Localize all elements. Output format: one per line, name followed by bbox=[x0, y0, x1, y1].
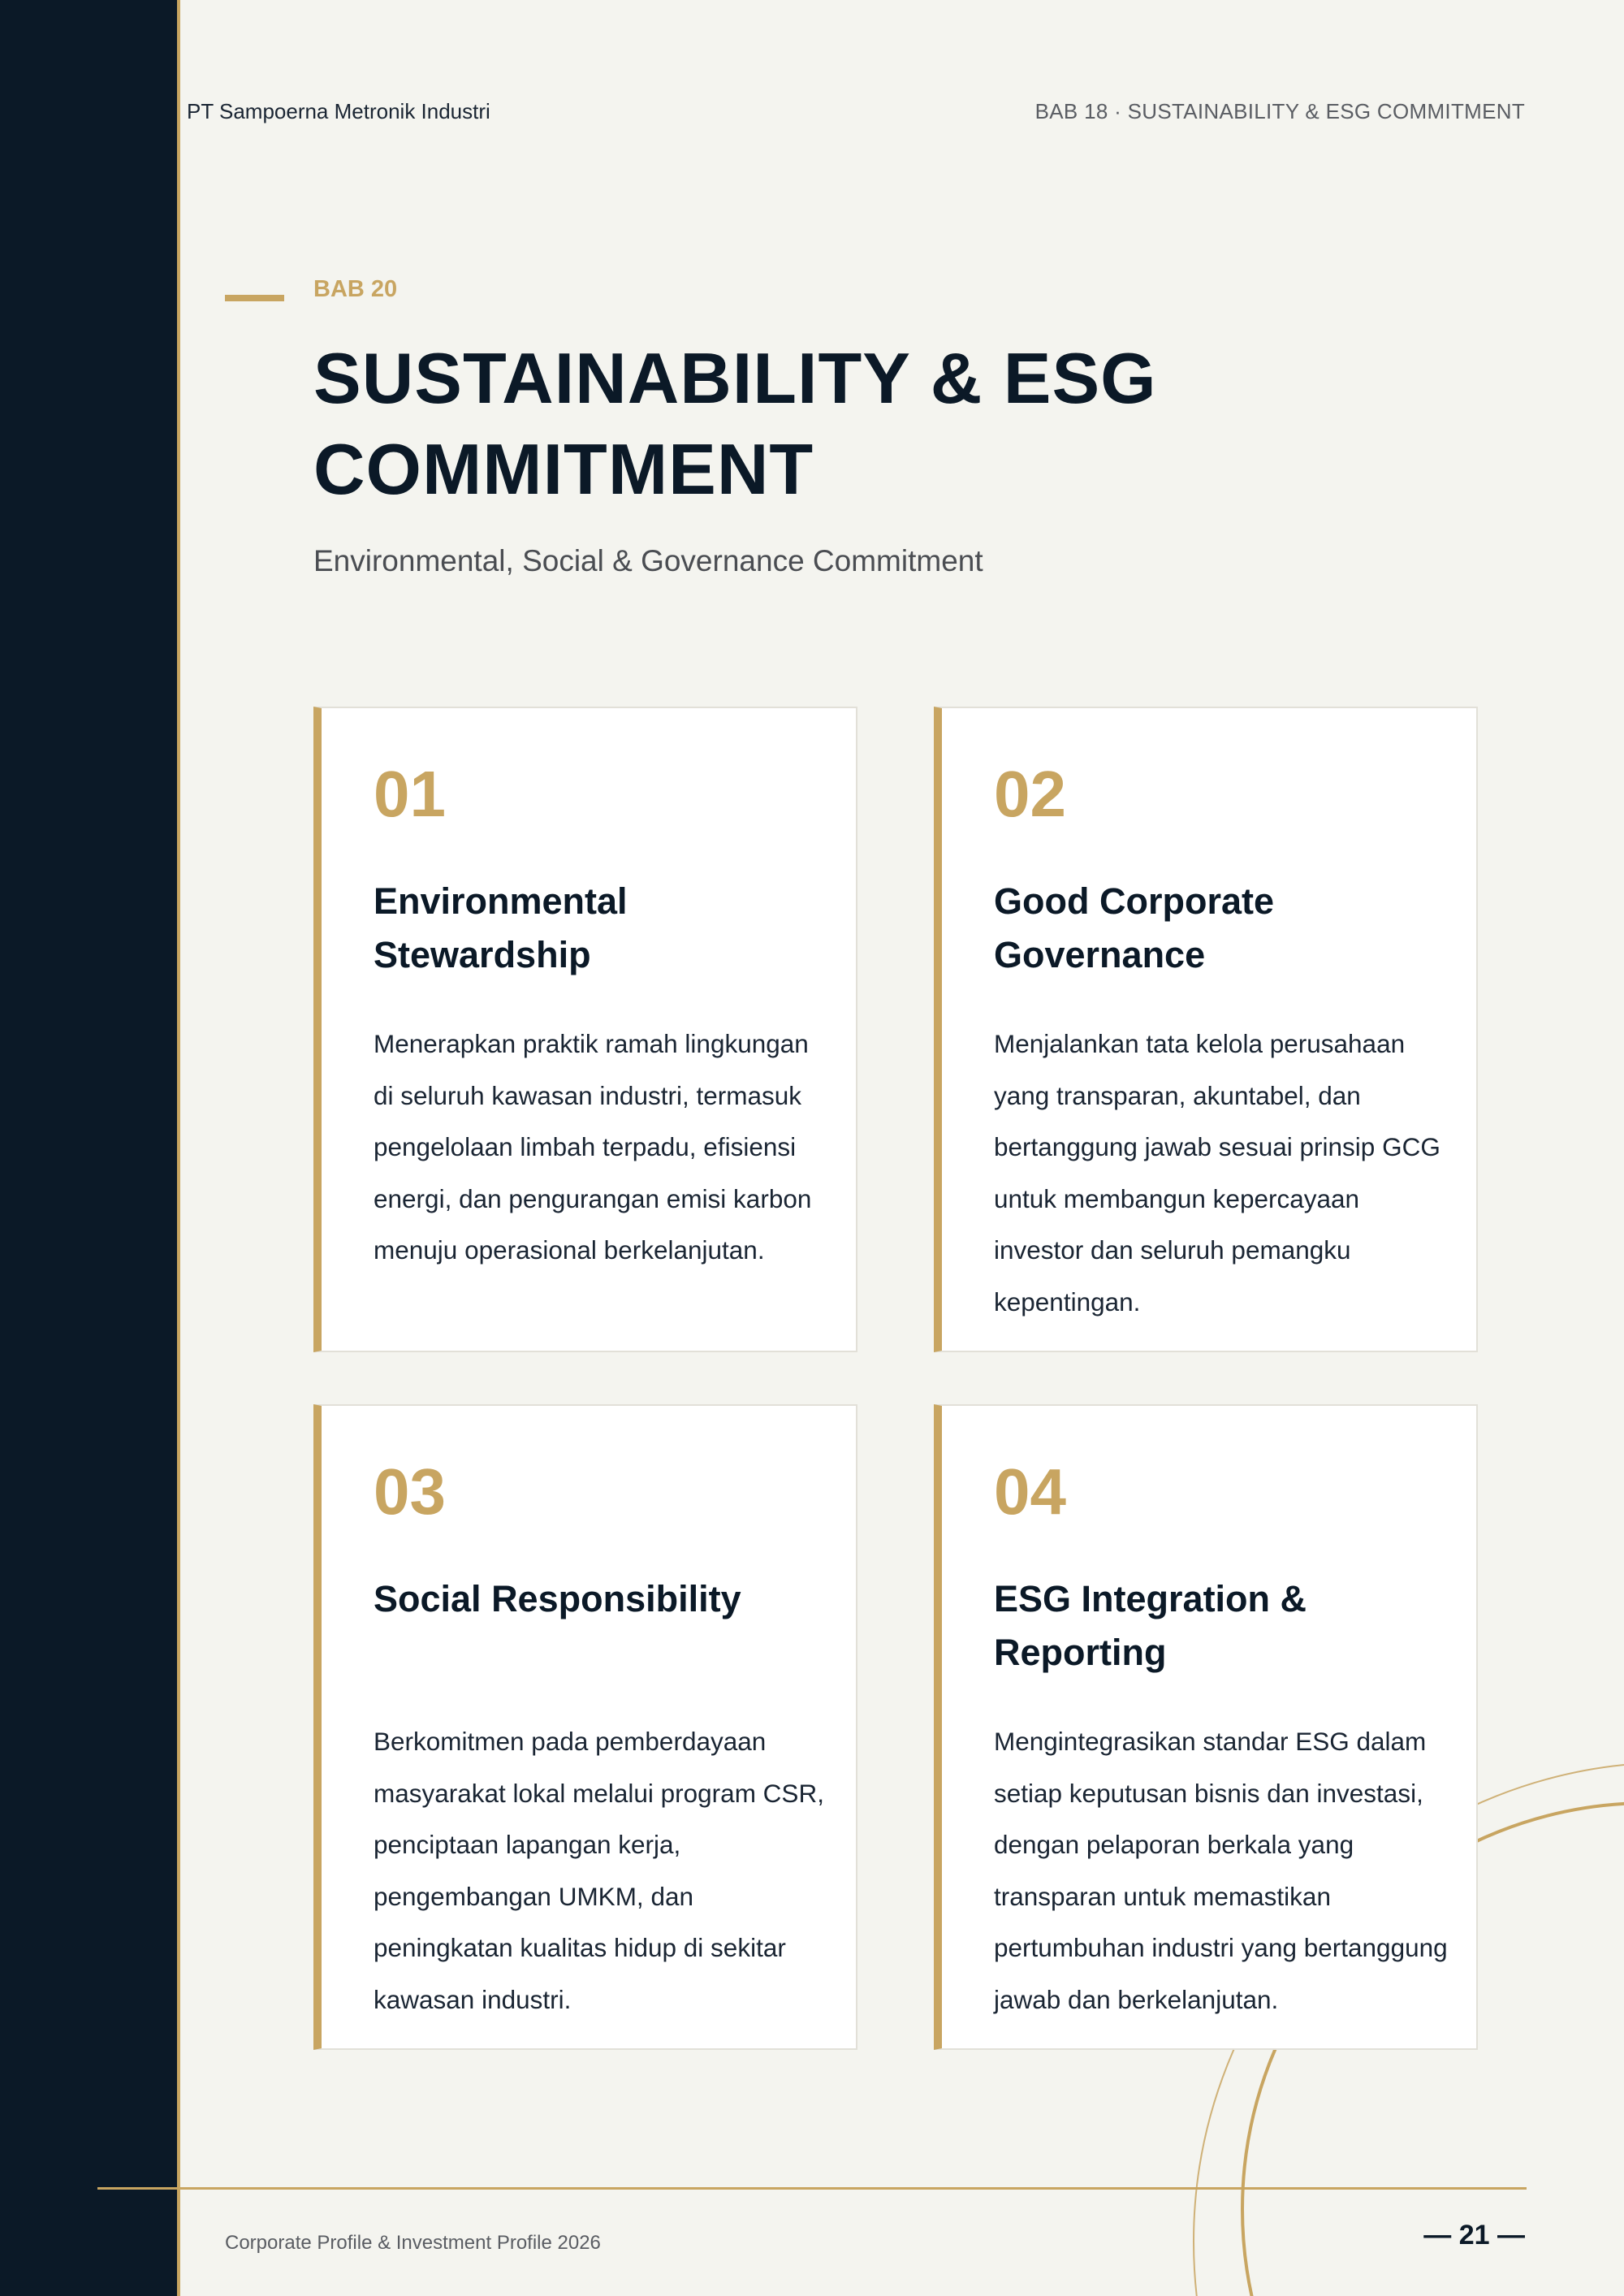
sidebar-accent-rule bbox=[177, 0, 180, 2296]
esg-card-social bbox=[313, 1404, 857, 2050]
card-number: 01 bbox=[374, 758, 446, 830]
footer-rule bbox=[97, 2187, 1527, 2190]
card-body: Berkomitmen pada pemberdayaan masyarakat lokal melalui program CSR, penciptaan lapangan kerja, pengembangan UMKM, dan peningkatan kualitas hidup di sekitar kawasan industri. bbox=[374, 1727, 824, 2014]
card-body: Menerapkan praktik ramah lingkungan di seluruh kawasan industri, termasuk pengelolaan limbah terpadu, efisiensi energi, dan pengurangan emisi karbon menuju operasional berkelanjutan. bbox=[374, 1029, 812, 1265]
esg-card-governance bbox=[934, 707, 1478, 1352]
esg-card-environmental bbox=[313, 707, 857, 1352]
card-body: Mengintegrasikan standar ESG dalam setiap keputusan bisnis dan investasi, dengan pelaporan berkala yang transparan untuk memastikan pertumbuhan industri yang bertanggung jawab dan berkelanjutan. bbox=[994, 1727, 1448, 2014]
page-number: — 21 — bbox=[1423, 2220, 1525, 2251]
page-title: SUSTAINABILITY & ESG COMMITMENT bbox=[313, 338, 1157, 509]
card-number: 02 bbox=[994, 758, 1066, 830]
header-chapter-label: BAB 18 · SUSTAINABILITY & ESG COMMITMENT bbox=[1034, 99, 1525, 123]
card-title: Good Corporate Governance bbox=[994, 880, 1274, 975]
esg-card-reporting bbox=[934, 1404, 1478, 2050]
sidebar-panel bbox=[0, 0, 177, 2296]
footer-document-title: Corporate Profile & Investment Profile 2026 bbox=[225, 2232, 601, 2254]
card-title: Environmental Stewardship bbox=[374, 880, 628, 975]
header-company-name: PT Sampoerna Metronik Industri bbox=[187, 99, 490, 123]
page-subtitle: Environmental, Social & Governance Commitment bbox=[313, 544, 983, 577]
eyebrow-dash bbox=[225, 295, 284, 301]
card-title: Social Responsibility bbox=[374, 1578, 741, 1619]
section-eyebrow: BAB 20 bbox=[313, 276, 398, 302]
card-number: 03 bbox=[374, 1455, 446, 1528]
card-body: Menjalankan tata kelola perusahaan yang transparan, akuntabel, dan bertanggung jawab sesuai prinsip GCG untuk membangun kepercayaan investor dan seluruh pemangku kepentingan. bbox=[994, 1029, 1440, 1317]
card-title: ESG Integration & Reporting bbox=[994, 1578, 1307, 1673]
card-number: 04 bbox=[994, 1455, 1066, 1528]
